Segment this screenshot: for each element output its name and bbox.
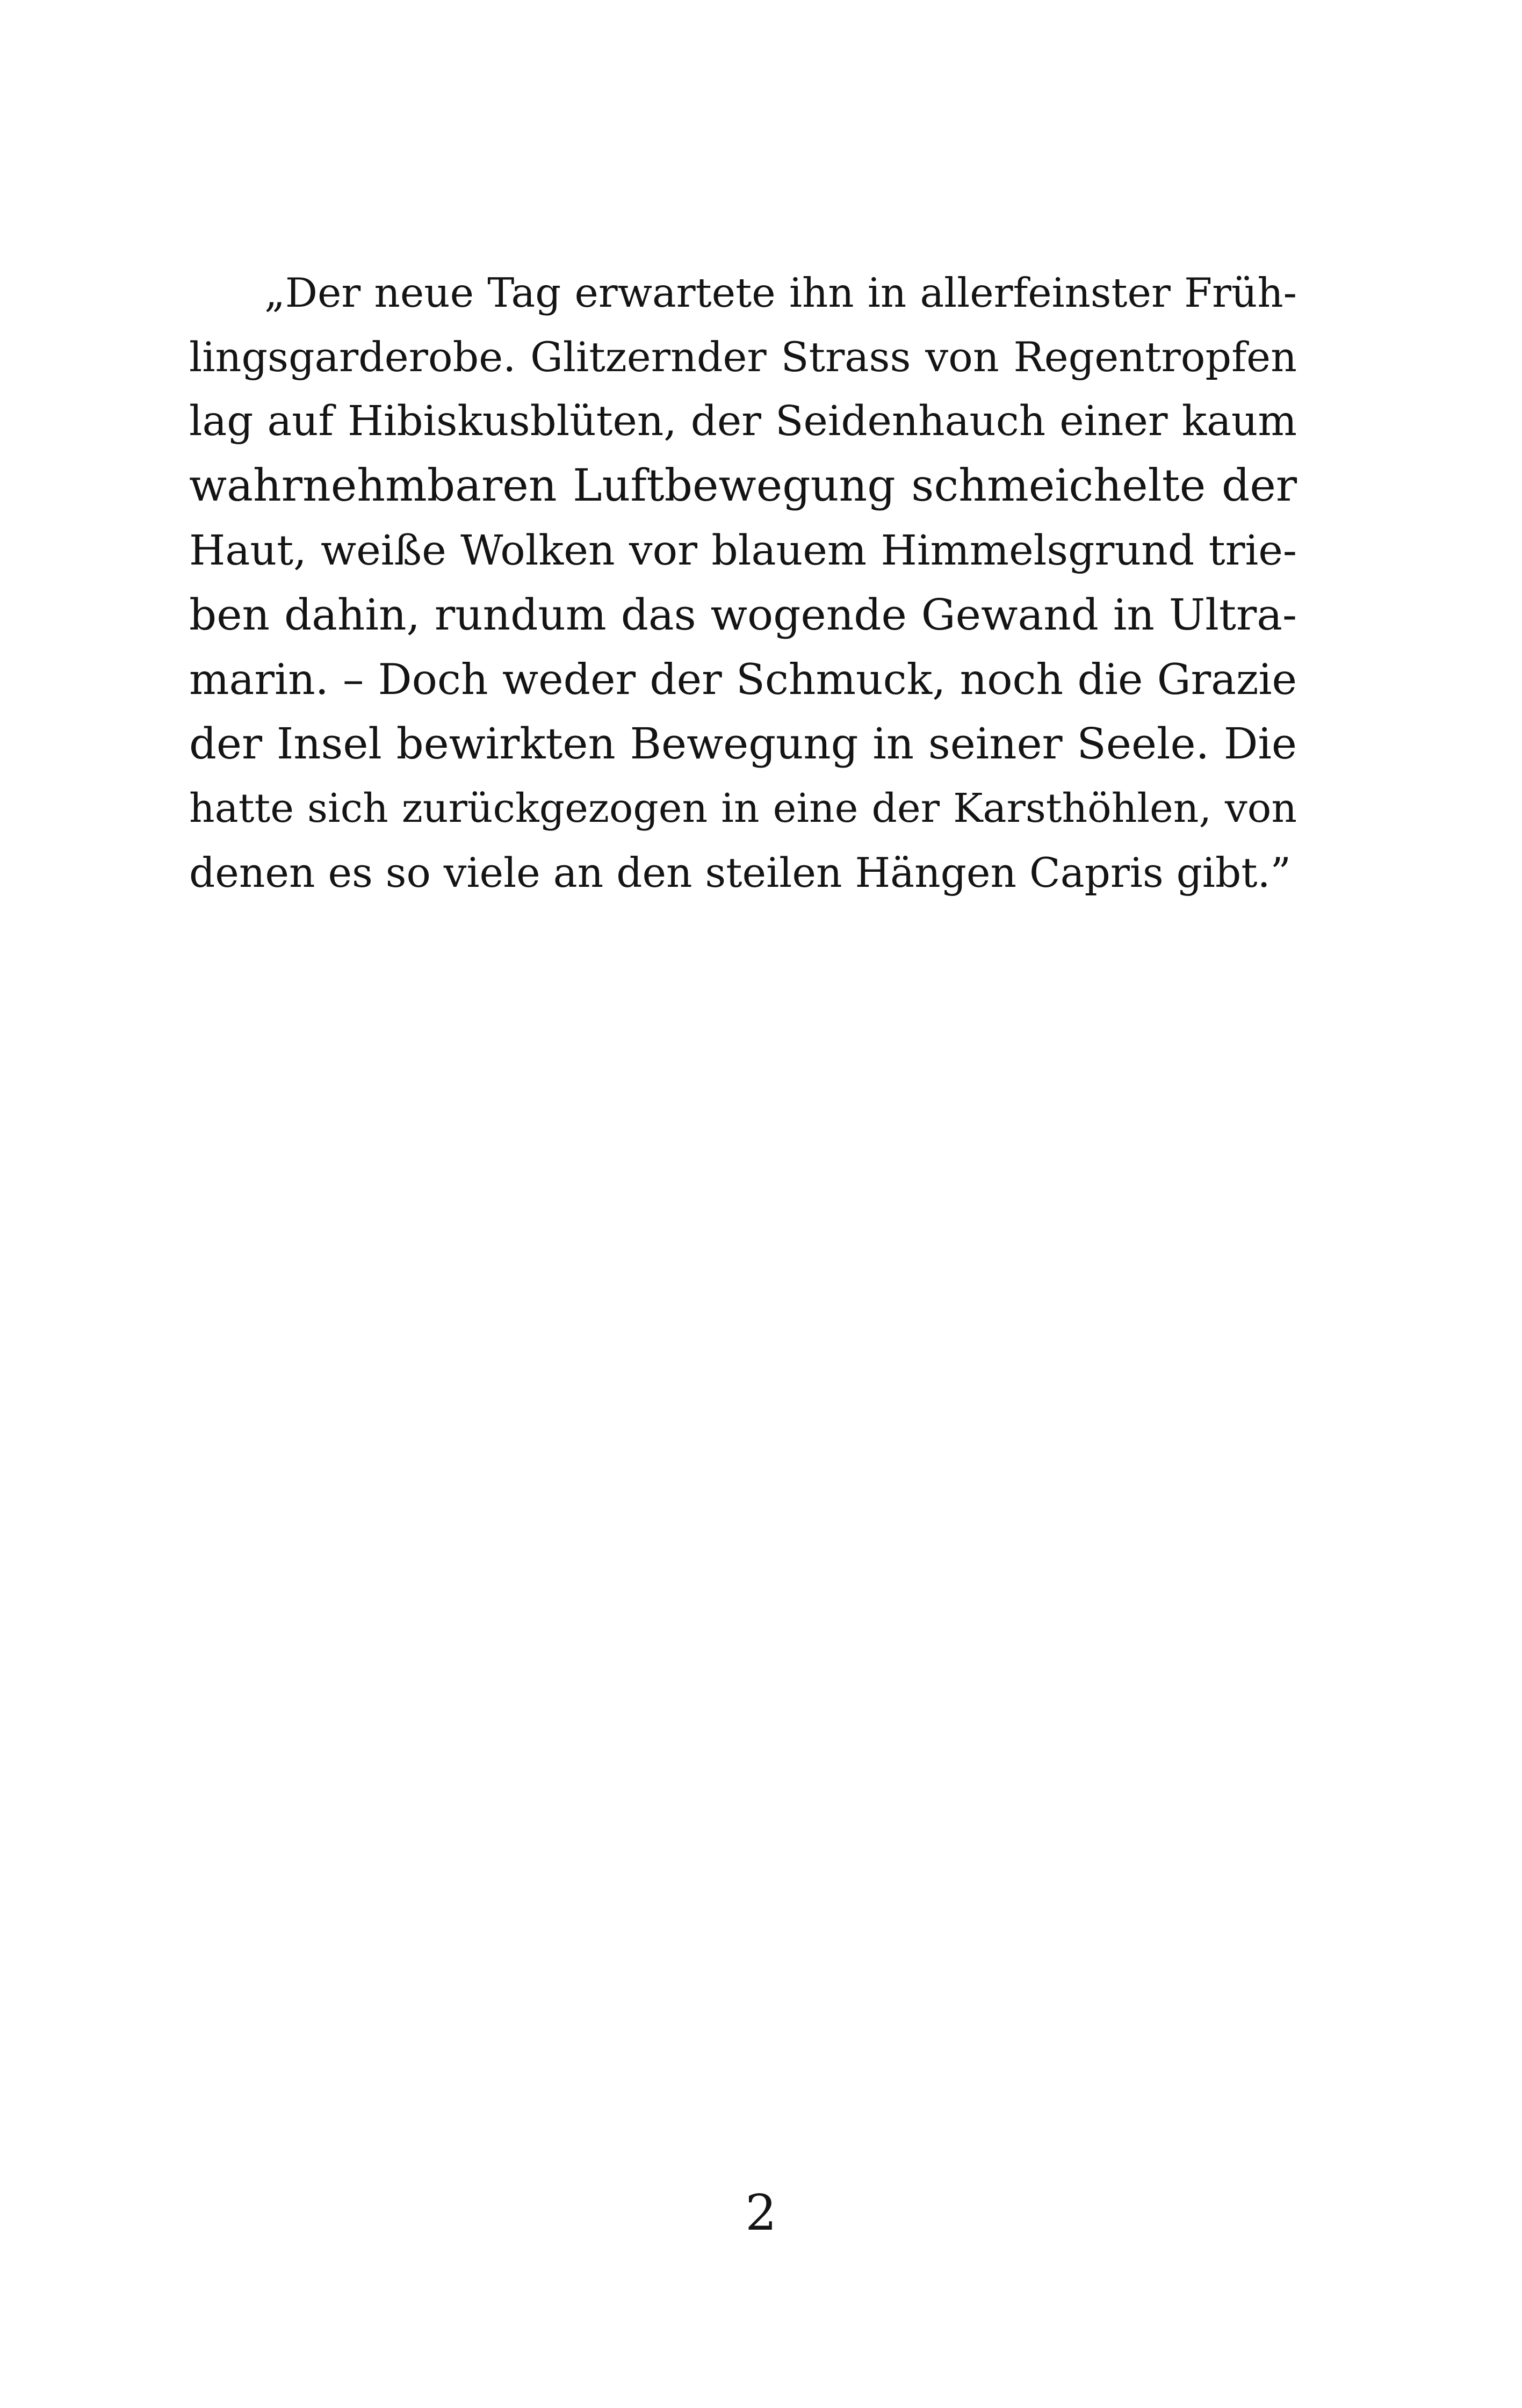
paragraph-line: marin. – Doch weder der Schmuck, noch die Grazie xyxy=(189,655,1297,704)
paragraph-line: wahrnehmbaren Luftbewegung schmeichelte der xyxy=(189,460,1297,511)
quote-paragraph xyxy=(189,261,1297,905)
paragraph-line: „Der neue Tag erwartete ihn in allerfeinster Früh- xyxy=(264,269,1297,316)
paragraph-line: der Insel bewirkten Bewegung in seiner Seele. Die xyxy=(189,719,1297,769)
paragraph-line: lingsgarderobe. Glitzernder Strass von Regentropfen xyxy=(189,334,1297,381)
paragraph-line: ben dahin, rundum das wogende Gewand in Ultra- xyxy=(189,590,1297,640)
paragraph-line: Haut, weiße Wolken vor blauem Himmelsgrund trie- xyxy=(189,526,1297,575)
page-number: 2 xyxy=(745,2184,777,2241)
paragraph-line-last: denen es so viele an den steilen Hängen Capris gibt.” xyxy=(189,849,1292,896)
paragraph-line: hatte sich zurückgezogen in eine der Karsthöhlen, von xyxy=(189,785,1297,831)
paragraph-line: lag auf Hibiskusblüten, der Seidenhauch einer kaum xyxy=(189,397,1297,445)
